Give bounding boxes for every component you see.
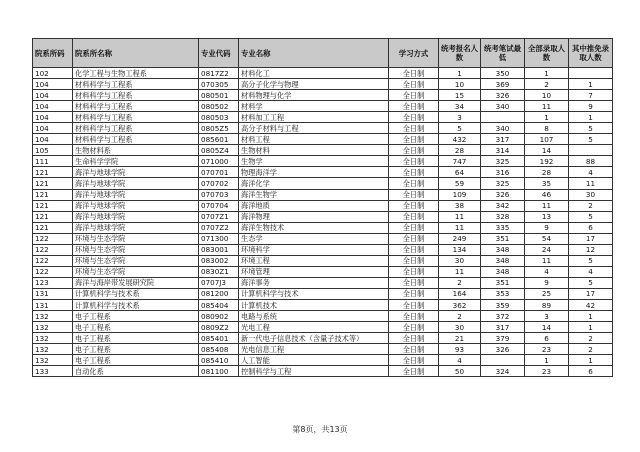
cell-dept-name: 计算机科学与技术系 xyxy=(73,299,199,310)
cell-applicants: 93 xyxy=(439,344,481,355)
cell-major-code: 070703 xyxy=(199,189,239,200)
page-footer: 第8页，共13页 xyxy=(292,425,348,434)
cell-applicants: 4 xyxy=(439,355,481,366)
cell-applicants: 164 xyxy=(439,288,481,299)
cell-major-code: 080503 xyxy=(199,112,239,123)
cell-major-name: 生物学 xyxy=(239,156,389,167)
cell-dept-name: 电子工程系 xyxy=(73,355,199,366)
cell-major-code: 0830Z1 xyxy=(199,266,239,277)
cell-min-score: 316 xyxy=(481,167,525,178)
table-row xyxy=(33,145,613,156)
cell-min-score xyxy=(481,355,525,366)
header-min-score: 统考笔试最低 xyxy=(481,39,525,68)
cell-study-mode: 全日制 xyxy=(389,101,439,112)
cell-major-name: 计算机技术 xyxy=(239,299,389,310)
cell-major-code: 083002 xyxy=(199,255,239,266)
cell-major-name: 环境科学 xyxy=(239,244,389,255)
cell-study-mode: 全日制 xyxy=(389,266,439,277)
cell-study-mode: 全日制 xyxy=(389,167,439,178)
cell-dept-code: 104 xyxy=(33,79,73,90)
cell-applicants: 5 xyxy=(439,123,481,134)
cell-major-name: 人工智能 xyxy=(239,355,389,366)
header-major-name: 专业名称 xyxy=(239,39,389,68)
cell-study-mode: 全日制 xyxy=(389,277,439,288)
cell-study-mode: 全日制 xyxy=(389,222,439,233)
cell-applicants: 2 xyxy=(439,311,481,322)
cell-min-score xyxy=(481,112,525,123)
table-row xyxy=(33,200,613,211)
cell-exempt-admitted: 6 xyxy=(569,222,613,233)
cell-major-code: 085410 xyxy=(199,355,239,366)
cell-dept-name: 材料科学与工程系 xyxy=(73,134,199,145)
cell-min-score: 325 xyxy=(481,178,525,189)
cell-dept-code: 122 xyxy=(33,266,73,277)
cell-min-score: 369 xyxy=(481,79,525,90)
table-row xyxy=(33,112,613,123)
cell-major-code: 081100 xyxy=(199,366,239,377)
cell-dept-code: 111 xyxy=(33,156,73,167)
cell-applicants: 11 xyxy=(439,222,481,233)
cell-applicants: 2 xyxy=(439,277,481,288)
cell-major-code: 0707Z2 xyxy=(199,222,239,233)
cell-dept-code: 104 xyxy=(33,112,73,123)
cell-dept-name: 电子工程系 xyxy=(73,333,199,344)
cell-study-mode: 全日制 xyxy=(389,255,439,266)
cell-applicants: 11 xyxy=(439,266,481,277)
cell-dept-code: 104 xyxy=(33,90,73,101)
cell-min-score: 348 xyxy=(481,266,525,277)
cell-major-name: 光电信息工程 xyxy=(239,344,389,355)
table-row xyxy=(33,68,613,79)
cell-exempt-admitted: 2 xyxy=(569,344,613,355)
table-row xyxy=(33,233,613,244)
cell-total-admitted: 1 xyxy=(525,68,569,79)
cell-exempt-admitted: 7 xyxy=(569,90,613,101)
cell-exempt-admitted: 9 xyxy=(569,101,613,112)
cell-study-mode: 全日制 xyxy=(389,299,439,310)
cell-dept-name: 生命科学学院 xyxy=(73,156,199,167)
cell-total-admitted: 14 xyxy=(525,145,569,156)
cell-applicants: 38 xyxy=(439,200,481,211)
table-row xyxy=(33,79,613,90)
cell-dept-name: 材料科学与工程系 xyxy=(73,79,199,90)
cell-exempt-admitted: 11 xyxy=(569,178,613,189)
cell-total-admitted: 11 xyxy=(525,101,569,112)
cell-study-mode: 全日制 xyxy=(389,79,439,90)
cell-applicants: 64 xyxy=(439,167,481,178)
cell-exempt-admitted: 30 xyxy=(569,189,613,200)
cell-dept-name: 电子工程系 xyxy=(73,322,199,333)
cell-major-name: 物理海洋学 xyxy=(239,167,389,178)
cell-exempt-admitted xyxy=(569,145,613,156)
cell-major-name: 材料学 xyxy=(239,101,389,112)
cell-major-name: 电路与系统 xyxy=(239,311,389,322)
cell-study-mode: 全日制 xyxy=(389,244,439,255)
cell-total-admitted: 14 xyxy=(525,322,569,333)
cell-total-admitted: 10 xyxy=(525,90,569,101)
cell-applicants: 30 xyxy=(439,255,481,266)
table-row xyxy=(33,211,613,222)
cell-major-code: 085404 xyxy=(199,299,239,310)
cell-dept-code: 132 xyxy=(33,355,73,366)
cell-study-mode: 全日制 xyxy=(389,189,439,200)
cell-applicants: 50 xyxy=(439,366,481,377)
cell-major-name: 海洋生物学 xyxy=(239,189,389,200)
cell-min-score: 379 xyxy=(481,333,525,344)
cell-study-mode: 全日制 xyxy=(389,311,439,322)
cell-study-mode: 全日制 xyxy=(389,90,439,101)
cell-applicants: 109 xyxy=(439,189,481,200)
cell-major-name: 海洋生物技术 xyxy=(239,222,389,233)
table-row xyxy=(33,134,613,145)
cell-study-mode: 全日制 xyxy=(389,333,439,344)
table-row xyxy=(33,311,613,322)
cell-major-name: 高分子材料与工程 xyxy=(239,123,389,134)
cell-applicants: 747 xyxy=(439,156,481,167)
cell-exempt-admitted: 6 xyxy=(569,366,613,377)
cell-exempt-admitted: 12 xyxy=(569,244,613,255)
cell-major-name: 材料物理与化学 xyxy=(239,90,389,101)
cell-study-mode: 全日制 xyxy=(389,112,439,123)
cell-applicants: 362 xyxy=(439,299,481,310)
table-row xyxy=(33,366,613,377)
cell-major-code: 0809Z2 xyxy=(199,322,239,333)
table-row xyxy=(33,123,613,134)
table-row xyxy=(33,101,613,112)
cell-dept-code: 121 xyxy=(33,211,73,222)
cell-major-code: 085401 xyxy=(199,333,239,344)
table-row xyxy=(33,255,613,266)
cell-dept-name: 环境与生态学院 xyxy=(73,244,199,255)
cell-exempt-admitted: 1 xyxy=(569,311,613,322)
cell-exempt-admitted xyxy=(569,68,613,79)
cell-total-admitted: 25 xyxy=(525,288,569,299)
cell-total-admitted: 192 xyxy=(525,156,569,167)
cell-total-admitted: 28 xyxy=(525,167,569,178)
cell-exempt-admitted: 2 xyxy=(569,200,613,211)
header-exempt-admitted: 其中推免录取人数 xyxy=(569,39,613,68)
cell-dept-code: 132 xyxy=(33,333,73,344)
cell-exempt-admitted: 4 xyxy=(569,266,613,277)
cell-applicants: 249 xyxy=(439,233,481,244)
cell-dept-name: 海洋与地球学院 xyxy=(73,189,199,200)
cell-min-score: 317 xyxy=(481,322,525,333)
cell-study-mode: 全日制 xyxy=(389,322,439,333)
cell-major-name: 光电工程 xyxy=(239,322,389,333)
cell-major-code: 0817Z2 xyxy=(199,68,239,79)
cell-dept-name: 海洋与地球学院 xyxy=(73,167,199,178)
cell-min-score: 348 xyxy=(481,244,525,255)
cell-min-score: 342 xyxy=(481,200,525,211)
cell-total-admitted: 11 xyxy=(525,200,569,211)
cell-total-admitted: 8 xyxy=(525,123,569,134)
cell-study-mode: 全日制 xyxy=(389,156,439,167)
cell-total-admitted: 54 xyxy=(525,233,569,244)
cell-dept-code: 132 xyxy=(33,344,73,355)
cell-dept-name: 材料科学与工程系 xyxy=(73,90,199,101)
cell-total-admitted: 3 xyxy=(525,311,569,322)
cell-dept-code: 123 xyxy=(33,277,73,288)
cell-dept-code: 121 xyxy=(33,167,73,178)
cell-dept-code: 104 xyxy=(33,123,73,134)
cell-exempt-admitted: 1 xyxy=(569,322,613,333)
cell-exempt-admitted: 5 xyxy=(569,255,613,266)
cell-major-name: 材料化工 xyxy=(239,68,389,79)
header-major-code: 专业代码 xyxy=(199,39,239,68)
cell-dept-code: 104 xyxy=(33,101,73,112)
cell-dept-code: 121 xyxy=(33,178,73,189)
cell-applicants: 30 xyxy=(439,322,481,333)
header-dept-code: 院系所码 xyxy=(33,39,73,68)
cell-dept-name: 海洋与地球学院 xyxy=(73,211,199,222)
cell-exempt-admitted: 1 xyxy=(569,112,613,123)
cell-dept-code: 132 xyxy=(33,311,73,322)
cell-min-score: 350 xyxy=(481,68,525,79)
cell-applicants: 15 xyxy=(439,90,481,101)
cell-dept-code: 122 xyxy=(33,233,73,244)
cell-major-name: 材料工程 xyxy=(239,134,389,145)
cell-dept-name: 海洋与海岸带发展研究院 xyxy=(73,277,199,288)
cell-applicants: 1 xyxy=(439,68,481,79)
cell-total-admitted: 2 xyxy=(525,79,569,90)
cell-min-score: 335 xyxy=(481,222,525,233)
cell-major-code: 085601 xyxy=(199,134,239,145)
cell-applicants: 11 xyxy=(439,211,481,222)
cell-dept-name: 环境与生态学院 xyxy=(73,266,199,277)
cell-dept-name: 电子工程系 xyxy=(73,344,199,355)
admissions-table xyxy=(32,38,613,377)
header-total-admitted: 全部录取人数 xyxy=(525,39,569,68)
cell-study-mode: 全日制 xyxy=(389,288,439,299)
cell-major-code: 080902 xyxy=(199,311,239,322)
cell-dept-name: 生物材料系 xyxy=(73,145,199,156)
table-row xyxy=(33,355,613,366)
table-body xyxy=(33,68,613,377)
table-row xyxy=(33,156,613,167)
table-row xyxy=(33,167,613,178)
cell-major-code: 070704 xyxy=(199,200,239,211)
cell-applicants: 432 xyxy=(439,134,481,145)
cell-exempt-admitted: 42 xyxy=(569,299,613,310)
header-study-mode: 学习方式 xyxy=(389,39,439,68)
cell-min-score: 314 xyxy=(481,145,525,156)
cell-major-name: 控制科学与工程 xyxy=(239,366,389,377)
cell-study-mode: 全日制 xyxy=(389,123,439,134)
cell-major-code: 083001 xyxy=(199,244,239,255)
cell-major-name: 高分子化学与物理 xyxy=(239,79,389,90)
table-row xyxy=(33,299,613,310)
cell-min-score: 340 xyxy=(481,101,525,112)
cell-major-code: 070702 xyxy=(199,178,239,189)
cell-total-admitted: 4 xyxy=(525,266,569,277)
cell-applicants: 59 xyxy=(439,178,481,189)
cell-dept-name: 环境与生态学院 xyxy=(73,233,199,244)
cell-study-mode: 全日制 xyxy=(389,233,439,244)
table-row xyxy=(33,178,613,189)
cell-dept-name: 海洋与地球学院 xyxy=(73,200,199,211)
cell-total-admitted: 46 xyxy=(525,189,569,200)
table-row xyxy=(33,189,613,200)
cell-major-code: 070701 xyxy=(199,167,239,178)
cell-min-score: 372 xyxy=(481,311,525,322)
cell-major-name: 生态学 xyxy=(239,233,389,244)
cell-total-admitted: 23 xyxy=(525,366,569,377)
cell-dept-code: 102 xyxy=(33,68,73,79)
cell-dept-name: 化学工程与生物工程系 xyxy=(73,68,199,79)
cell-total-admitted: 35 xyxy=(525,178,569,189)
cell-min-score: 326 xyxy=(481,344,525,355)
cell-major-name: 计算机科学与技术 xyxy=(239,288,389,299)
cell-exempt-admitted: 17 xyxy=(569,288,613,299)
cell-exempt-admitted: 5 xyxy=(569,134,613,145)
cell-study-mode: 全日制 xyxy=(389,344,439,355)
table-row xyxy=(33,344,613,355)
cell-min-score: 317 xyxy=(481,134,525,145)
cell-dept-code: 132 xyxy=(33,322,73,333)
cell-study-mode: 全日制 xyxy=(389,134,439,145)
cell-exempt-admitted: 4 xyxy=(569,167,613,178)
cell-study-mode: 全日制 xyxy=(389,211,439,222)
table-row xyxy=(33,222,613,233)
cell-applicants: 134 xyxy=(439,244,481,255)
cell-min-score: 340 xyxy=(481,123,525,134)
cell-total-admitted: 1 xyxy=(525,112,569,123)
cell-exempt-admitted: 5 xyxy=(569,211,613,222)
cell-min-score: 351 xyxy=(481,233,525,244)
cell-dept-code: 121 xyxy=(33,200,73,211)
cell-exempt-admitted: 5 xyxy=(569,277,613,288)
table-row xyxy=(33,322,613,333)
cell-applicants: 34 xyxy=(439,101,481,112)
cell-dept-code: 105 xyxy=(33,145,73,156)
cell-major-code: 0805Z4 xyxy=(199,145,239,156)
cell-exempt-admitted: 5 xyxy=(569,123,613,134)
cell-total-admitted: 1 xyxy=(525,355,569,366)
cell-exempt-admitted: 88 xyxy=(569,156,613,167)
cell-study-mode: 全日制 xyxy=(389,200,439,211)
cell-major-code: 071000 xyxy=(199,156,239,167)
cell-major-name: 海洋物理 xyxy=(239,211,389,222)
cell-exempt-admitted: 2 xyxy=(569,333,613,344)
table-row xyxy=(33,266,613,277)
cell-dept-name: 计算机科学与技术系 xyxy=(73,288,199,299)
cell-dept-code: 104 xyxy=(33,134,73,145)
cell-exempt-admitted: 17 xyxy=(569,233,613,244)
cell-study-mode: 全日制 xyxy=(389,178,439,189)
cell-min-score: 328 xyxy=(481,211,525,222)
cell-major-name: 新一代电子信息技术（含量子技术等） xyxy=(239,333,389,344)
cell-major-code: 081200 xyxy=(199,288,239,299)
cell-total-admitted: 24 xyxy=(525,244,569,255)
header-dept-name: 院系所名称 xyxy=(73,39,199,68)
cell-dept-name: 环境与生态学院 xyxy=(73,255,199,266)
cell-dept-name: 自动化系 xyxy=(73,366,199,377)
table-row xyxy=(33,244,613,255)
cell-applicants: 10 xyxy=(439,79,481,90)
cell-major-name: 生物材料 xyxy=(239,145,389,156)
table-row xyxy=(33,288,613,299)
cell-major-code: 085408 xyxy=(199,344,239,355)
table-header-row xyxy=(33,39,613,68)
cell-applicants: 3 xyxy=(439,112,481,123)
cell-major-name: 环境工程 xyxy=(239,255,389,266)
cell-total-admitted: 89 xyxy=(525,299,569,310)
cell-min-score: 325 xyxy=(481,156,525,167)
cell-total-admitted: 9 xyxy=(525,277,569,288)
cell-min-score: 353 xyxy=(481,288,525,299)
cell-major-code: 0707Z1 xyxy=(199,211,239,222)
cell-major-name: 海洋地质 xyxy=(239,200,389,211)
cell-major-code: 071300 xyxy=(199,233,239,244)
cell-major-code: 0707J3 xyxy=(199,277,239,288)
cell-major-code: 0805Z5 xyxy=(199,123,239,134)
cell-dept-code: 122 xyxy=(33,255,73,266)
cell-total-admitted: 13 xyxy=(525,211,569,222)
cell-total-admitted: 107 xyxy=(525,134,569,145)
cell-total-admitted: 9 xyxy=(525,222,569,233)
cell-major-name: 海洋化学 xyxy=(239,178,389,189)
cell-major-name: 环境管理 xyxy=(239,266,389,277)
cell-study-mode: 全日制 xyxy=(389,68,439,79)
cell-dept-name: 材料科学与工程系 xyxy=(73,101,199,112)
cell-major-name: 材料加工工程 xyxy=(239,112,389,123)
cell-major-code: 080501 xyxy=(199,90,239,101)
cell-min-score: 326 xyxy=(481,90,525,101)
cell-dept-code: 131 xyxy=(33,299,73,310)
cell-dept-code: 121 xyxy=(33,222,73,233)
cell-min-score: 348 xyxy=(481,255,525,266)
cell-study-mode: 全日制 xyxy=(389,145,439,156)
table-row xyxy=(33,90,613,101)
cell-total-admitted: 11 xyxy=(525,255,569,266)
cell-dept-name: 海洋与地球学院 xyxy=(73,222,199,233)
header-applicants: 统考报名人数 xyxy=(439,39,481,68)
cell-dept-code: 131 xyxy=(33,288,73,299)
cell-exempt-admitted: 1 xyxy=(569,79,613,90)
cell-dept-name: 材料科学与工程系 xyxy=(73,112,199,123)
cell-min-score: 351 xyxy=(481,277,525,288)
cell-exempt-admitted: 1 xyxy=(569,355,613,366)
cell-dept-code: 133 xyxy=(33,366,73,377)
cell-applicants: 21 xyxy=(439,333,481,344)
cell-dept-code: 122 xyxy=(33,244,73,255)
cell-min-score: 359 xyxy=(481,299,525,310)
cell-major-code: 070305 xyxy=(199,79,239,90)
cell-min-score: 324 xyxy=(481,366,525,377)
table-row xyxy=(33,333,613,344)
cell-min-score: 326 xyxy=(481,189,525,200)
cell-dept-name: 海洋与地球学院 xyxy=(73,178,199,189)
cell-major-name: 海洋事务 xyxy=(239,277,389,288)
table-row xyxy=(33,277,613,288)
cell-study-mode: 全日制 xyxy=(389,355,439,366)
cell-applicants: 28 xyxy=(439,145,481,156)
cell-dept-name: 电子工程系 xyxy=(73,311,199,322)
cell-total-admitted: 6 xyxy=(525,333,569,344)
cell-study-mode: 全日制 xyxy=(389,366,439,377)
cell-total-admitted: 23 xyxy=(525,344,569,355)
cell-major-code: 080502 xyxy=(199,101,239,112)
cell-dept-name: 材料科学与工程系 xyxy=(73,123,199,134)
cell-dept-code: 121 xyxy=(33,189,73,200)
